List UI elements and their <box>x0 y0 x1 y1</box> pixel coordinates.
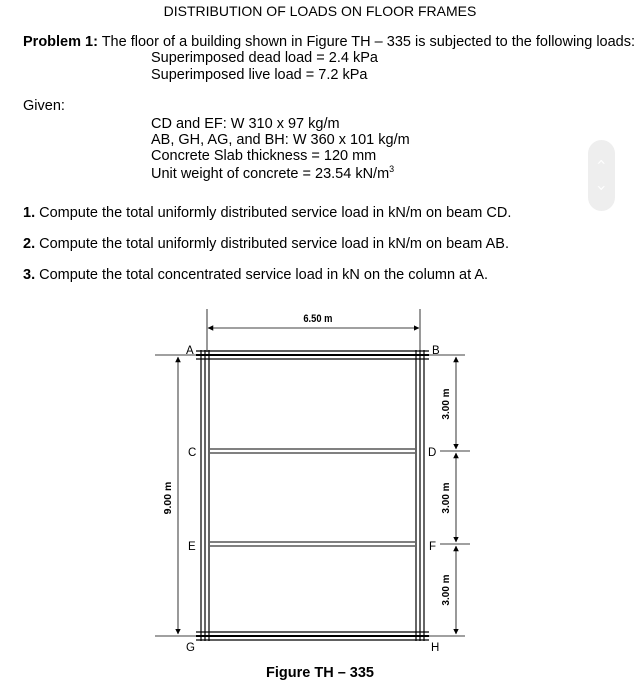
question-text: Compute the total uniformly distributed service load in kN/m on beam AB. <box>35 236 509 252</box>
question-text: Compute the total concentrated service load in kN on the column at A. <box>35 267 489 283</box>
question-3 <box>23 267 488 283</box>
dead-load: Superimposed dead load = 2.4 kPa <box>151 50 378 66</box>
beam-GH <box>196 632 429 640</box>
figure-caption: Figure TH – 335 <box>266 665 374 681</box>
question-number: 3. <box>23 267 36 283</box>
height-dimension: 9.00 m <box>162 481 174 515</box>
slide-nav[interactable] <box>588 140 615 211</box>
unit-weight: Unit weight of concrete = 23.54 kN/m <box>151 165 390 182</box>
superscript: 3 <box>389 164 395 174</box>
question-1 <box>23 205 511 221</box>
given-item <box>151 164 394 182</box>
span-dimension: 3.00 m <box>441 482 452 514</box>
label-B: B <box>432 345 440 357</box>
beam-CD <box>210 449 415 453</box>
live-load: Superimposed live load = 7.2 kPa <box>151 67 368 83</box>
problem-label: Problem 1: <box>23 34 98 50</box>
question-text: Compute the total uniformly distributed service load in kN/m on beam CD. <box>35 205 512 221</box>
label-D: D <box>428 447 437 459</box>
page-title: DISTRIBUTION OF LOADS ON FLOOR FRAMES <box>163 3 477 19</box>
beam-BH <box>416 350 424 641</box>
beam-EF <box>210 542 415 546</box>
question-number: 1. <box>23 205 36 221</box>
span-dimension: 3.00 m <box>441 388 452 420</box>
label-A: A <box>186 345 194 357</box>
chevron-up-icon[interactable]: ‹ <box>592 158 612 166</box>
label-G: G <box>186 642 195 654</box>
label-F: F <box>429 541 437 553</box>
label-H: H <box>431 642 440 654</box>
label-E: E <box>188 541 196 553</box>
beam-AG <box>201 350 209 641</box>
given-item: AB, GH, AG, and BH: W 360 x 101 kg/m <box>151 132 410 148</box>
span-dimension: 3.00 m <box>441 574 452 606</box>
given-item: CD and EF: W 310 x 97 kg/m <box>151 116 340 132</box>
question-2 <box>23 236 509 252</box>
beam-AB <box>196 351 429 359</box>
width-dimension: 6.50 m <box>303 313 333 326</box>
label-C: C <box>188 447 197 459</box>
given-item: Concrete Slab thickness = 120 mm <box>151 148 377 164</box>
question-number: 2. <box>23 236 36 252</box>
problem-text: The floor of a building shown in Figure TH – 335 is subjected to the following loads: <box>97 34 636 50</box>
problem-statement <box>23 34 635 50</box>
floor-frame-figure <box>0 300 640 660</box>
given-label: Given: <box>23 98 65 114</box>
chevron-down-icon[interactable]: › <box>592 184 612 192</box>
